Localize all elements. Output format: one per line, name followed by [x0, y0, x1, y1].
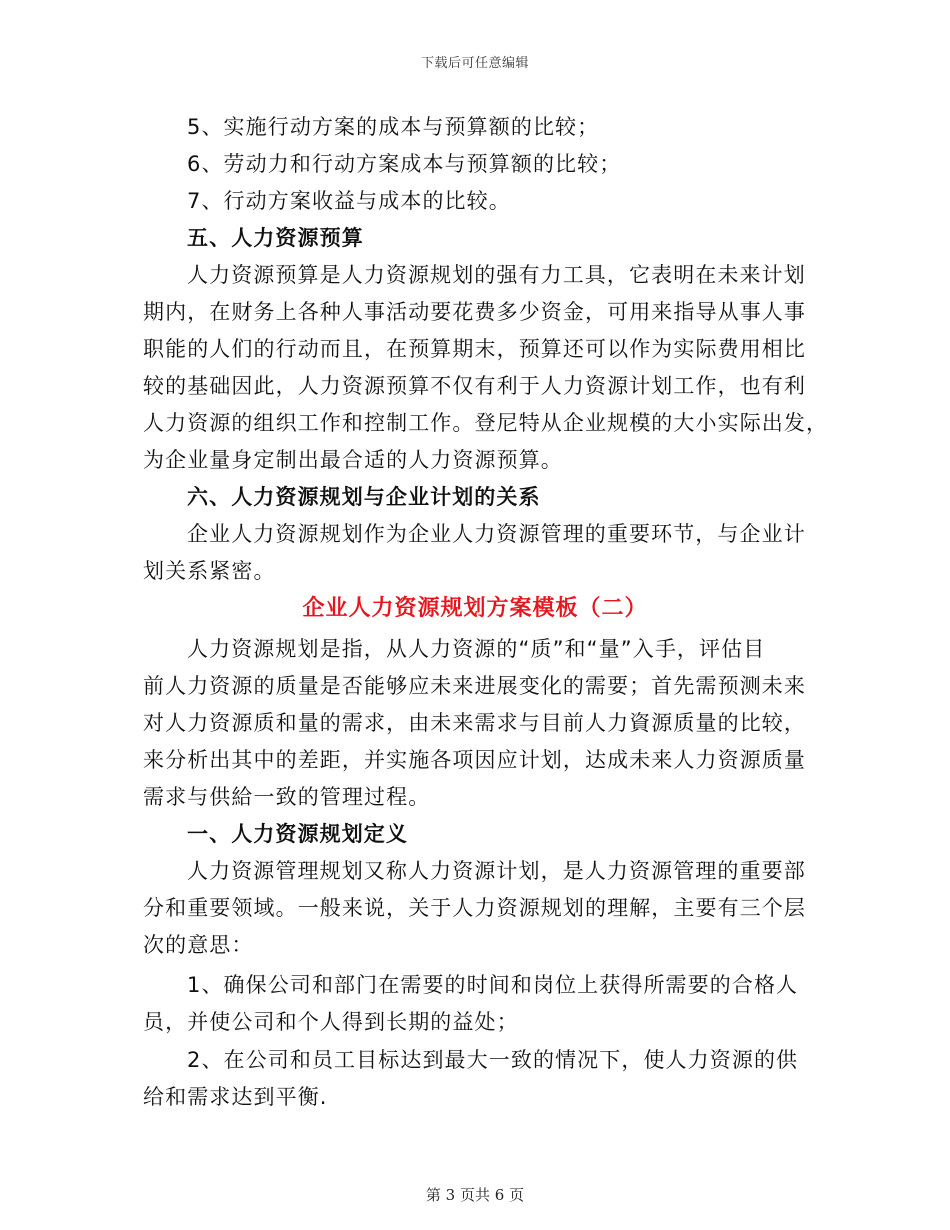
paragraph-line: 对人力资源质和量的需求，由未来需求与目前人力資源质量的比较， [143, 711, 806, 735]
page-footer: 第 3 页共 6 页 [425, 1186, 525, 1204]
paragraph-line: 人力资源的组织工作和控制工作。登尼特从企业规模的大小实际出发， [143, 411, 829, 435]
document-title: 企业人力资源规划方案模板（二） [302, 596, 648, 621]
paragraph-line: 划关系紧密。 [143, 559, 276, 583]
list-item-1-cont: 员，并使公司和个人得到长期的益处； [143, 1010, 519, 1034]
paragraph-line: 人力资源规划是指，从人力资源的“质”和“量”入手，评估目 [187, 637, 766, 661]
section-heading-5: 五、人力资源预算 [187, 226, 364, 250]
paragraph-line: 需求与供給一致的管理过程。 [143, 785, 431, 809]
list-item-6: 6、劳动力和行动方案成本与预算额的比较； [187, 152, 622, 176]
page-header: 下载后可任意编辑 [420, 56, 529, 71]
list-item-7: 7、行动方案收益与成本的比较。 [187, 189, 511, 213]
paragraph-line: 较的基础因此，人力资源预算不仅有利于人力资源计划工作，也有利 [143, 374, 806, 398]
list-item-1: 1、确保公司和部门在需要的时间和岗位上获得所需要的合格人 [187, 973, 799, 997]
list-item-2: 2、在公司和员工目标达到最大一致的情况下，使人力资源的供 [187, 1048, 799, 1072]
paragraph-line: 次的意思： [143, 933, 254, 957]
paragraph-line: 来分析出其中的差距，并实施各项因应计划，达成未来人力资源质量 [143, 748, 806, 772]
list-item-5: 5、实施行动方案的成本与预算额的比较； [187, 115, 600, 139]
paragraph-line: 为企业量身定制出最合适的人力资源预算。 [143, 448, 563, 472]
list-item-2-cont: 给和需求达到平衡. [143, 1085, 328, 1109]
section-heading-1: 一、人力资源规划定义 [187, 822, 408, 846]
paragraph-line: 前人力资源的质量是否能够应未来进展变化的需要；首先需预测未来 [143, 674, 806, 698]
paragraph-line: 分和重要领域。一般来说，关于人力资源规划的理解，主要有三个层 [143, 896, 806, 920]
paragraph-line: 企业人力资源规划作为企业人力资源管理的重要环节，与企业计 [187, 522, 806, 546]
paragraph-line: 期内，在财务上各种人事活动要花费多少资金，可用来指导从事人事 [143, 300, 806, 324]
paragraph-line: 职能的人们的行动而且，在预算期末，预算还可以作为实际费用相比 [143, 337, 806, 361]
section-heading-6: 六、人力资源规划与企业计划的关系 [187, 485, 541, 509]
paragraph-line: 人力资源预算是人力资源规划的强有力工具，它表明在未来计划 [187, 263, 806, 287]
paragraph-line: 人力资源管理规划又称人力资源计划，是人力资源管理的重要部 [187, 859, 806, 883]
